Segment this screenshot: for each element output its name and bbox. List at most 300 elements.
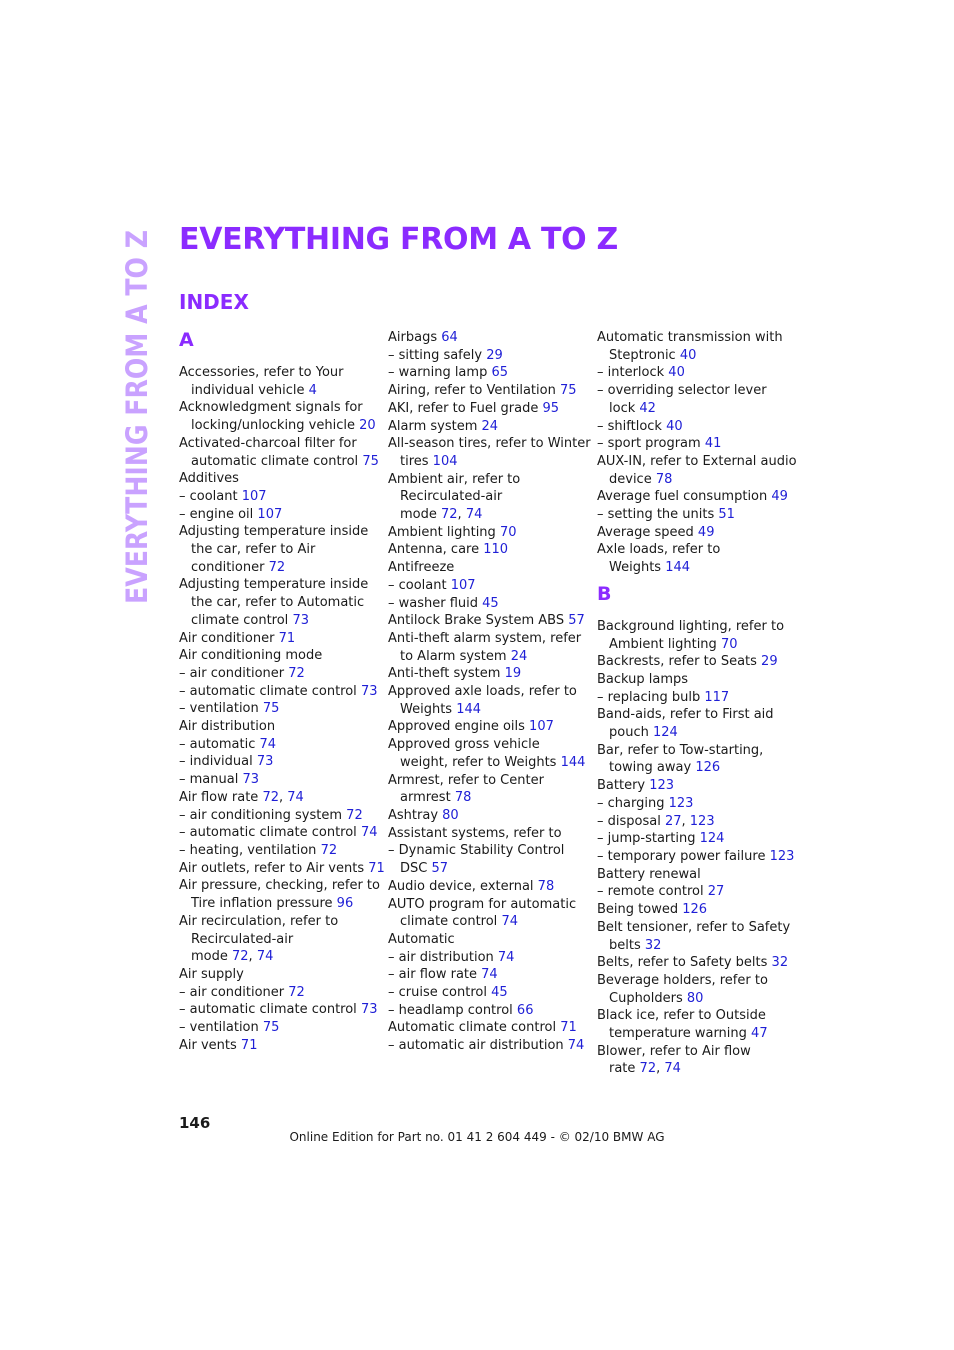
index-entry-continuation: [597, 471, 797, 489]
index-entry: [597, 883, 797, 901]
index-entry-text: Tire inflation pressure: [191, 896, 337, 912]
index-entry-text: – automatic air distribution: [388, 1038, 568, 1054]
index-entry: [179, 1037, 379, 1055]
index-entry-text: Bar, refer to Tow-starting,: [597, 742, 764, 758]
page-reference-link[interactable]: 24: [510, 648, 528, 664]
index-entry-line: [388, 400, 588, 418]
index-entry-continuation: [597, 724, 797, 742]
index-entry: [388, 772, 588, 807]
index-entry-line: [179, 488, 379, 506]
index-entry-line: [388, 630, 588, 648]
index-entry-line: [388, 772, 588, 790]
index-entry-line: [388, 665, 588, 683]
page-reference-link[interactable]: 57: [568, 613, 585, 629]
index-entry-text: Belt tensioner, refer to Safety: [597, 919, 791, 935]
index-entry: [597, 1007, 797, 1042]
index-entry-line: [597, 524, 797, 542]
index-entry-line: [597, 364, 797, 382]
index-entry-line: [388, 736, 588, 754]
page-reference-link[interactable]: 124: [699, 831, 725, 847]
index-entry-text: – automatic climate control: [179, 683, 361, 699]
index-entry: [388, 541, 588, 559]
index-entry-text: – setting the units: [597, 507, 719, 523]
index-entry: [179, 665, 379, 683]
index-entry-continuation: [597, 400, 797, 418]
page-reference-link[interactable]: 95: [542, 400, 560, 416]
index-entry: [179, 683, 379, 701]
index-entry-line: [388, 418, 588, 436]
index-entry: [179, 1019, 379, 1037]
index-entry-text: rate: [609, 1061, 640, 1077]
index-entry-text: AUTO program for automatic: [388, 896, 577, 912]
index-entry-line: [179, 736, 379, 754]
index-entry: [179, 576, 379, 629]
index-entry-continuation: [179, 417, 379, 435]
index-entry: [179, 700, 379, 718]
index-entry-text: – ventilation: [179, 1020, 263, 1036]
page-reference-link[interactable]: 73: [242, 772, 259, 788]
page-reference-link[interactable]: 107: [450, 577, 476, 593]
page-reference-link[interactable]: 123: [689, 813, 715, 829]
index-entry-text: ,: [656, 1061, 665, 1077]
index-entry-line: [388, 807, 588, 825]
index-entry-text: armrest: [400, 790, 455, 806]
index-entry-text: Air distribution: [179, 719, 276, 735]
index-entry-text: Anti-theft system: [388, 666, 505, 682]
page-reference-link[interactable]: 72: [232, 949, 249, 965]
page-reference-link[interactable]: 73: [360, 1002, 378, 1018]
index-entry-line: [388, 896, 588, 914]
index-entry-line: [179, 807, 379, 825]
index-entry-text: Backrests, refer to Seats: [597, 654, 762, 670]
page-reference-link[interactable]: 78: [655, 471, 673, 487]
index-entry: [179, 807, 379, 825]
index-entry-line: [597, 418, 797, 436]
index-entry-line: [597, 689, 797, 707]
index-entry-text: the car, refer to Automatic: [191, 595, 365, 611]
index-entry-text: – engine oil: [179, 506, 258, 522]
index-entry-line: [388, 471, 588, 489]
page-reference-link[interactable]: 72: [639, 1061, 657, 1077]
page-reference-link[interactable]: 65: [491, 365, 508, 381]
page-reference-link[interactable]: 70: [720, 636, 738, 652]
page-reference-link[interactable]: 78: [454, 790, 472, 806]
page-reference-link[interactable]: 29: [486, 347, 503, 363]
index-entry: [597, 418, 797, 436]
page-reference-link[interactable]: 57: [431, 861, 449, 877]
index-entry: [179, 1001, 379, 1019]
index-entry-line: [388, 949, 588, 967]
index-entry-line: [179, 364, 379, 382]
page-reference-link[interactable]: 32: [771, 955, 789, 971]
index-entry-text: – interlock: [597, 365, 669, 381]
index-entry-continuation: [179, 948, 379, 966]
page-reference-link[interactable]: 24: [481, 418, 499, 434]
index-entry: [597, 919, 797, 954]
index-entry-line: [597, 919, 797, 937]
index-entry: [179, 630, 379, 648]
index-entry: [179, 984, 379, 1002]
index-entry-line: [179, 842, 379, 860]
page-reference-link[interactable]: 72: [288, 665, 305, 681]
index-entry-text: – shiftlock: [597, 418, 667, 434]
page-reference-link[interactable]: 71: [278, 630, 296, 646]
page-reference-link[interactable]: 27: [664, 813, 682, 829]
index-entry-continuation: [179, 559, 379, 577]
index-entry-text: Weights: [400, 701, 457, 717]
page-reference-link[interactable]: 45: [491, 985, 508, 1001]
index-entry-text: Air flow rate: [179, 789, 263, 805]
page-reference-link[interactable]: 49: [697, 524, 715, 540]
index-entry-text: Automatic: [388, 931, 455, 947]
index-entry-line: [179, 771, 379, 789]
page-reference-link[interactable]: 110: [483, 542, 509, 558]
index-entry: [179, 753, 379, 771]
index-entry-text: – warning lamp: [388, 365, 492, 381]
index-entry: [179, 506, 379, 524]
index-entry-line: [179, 647, 379, 665]
page-reference-link[interactable]: 27: [707, 884, 725, 900]
page-reference-link[interactable]: 144: [560, 754, 586, 770]
index-entry-line: [179, 683, 379, 701]
page-reference-link[interactable]: 29: [761, 654, 778, 670]
index-entry-continuation: [179, 453, 379, 471]
page-reference-link[interactable]: 107: [529, 719, 554, 735]
index-entry-line: [597, 830, 797, 848]
index-entry-continuation: [388, 754, 588, 772]
index-entry: [388, 1019, 588, 1037]
index-entry-line: [597, 866, 797, 884]
index-entry-text: – air conditioner: [179, 984, 289, 1000]
page-reference-link[interactable]: 126: [695, 760, 721, 776]
index-entry-continuation: [597, 937, 797, 955]
page-reference-link[interactable]: 64: [441, 330, 458, 345]
index-entry-text: tires: [400, 453, 433, 469]
index-entry: [179, 842, 379, 860]
page-reference-link[interactable]: 45: [482, 595, 499, 611]
index-entry-line: [597, 653, 797, 671]
index-entry-line: [388, 825, 588, 843]
index-entry-line: [179, 1037, 379, 1055]
page-reference-link[interactable]: 51: [718, 507, 735, 523]
index-entry-line: [597, 777, 797, 795]
index-entry-text: the car, refer to Air: [191, 542, 316, 558]
index-entry: [597, 435, 797, 453]
page-reference-link[interactable]: 71: [560, 1020, 577, 1036]
page-reference-link[interactable]: 72: [320, 842, 338, 858]
index-entry-line: [597, 706, 797, 724]
page-reference-link[interactable]: 74: [501, 914, 518, 930]
page-reference-link[interactable]: 19: [504, 666, 522, 682]
page-reference-link[interactable]: 123: [769, 848, 795, 864]
index-entry-line: [388, 541, 588, 559]
index-entry: [388, 665, 588, 683]
index-entry-line: [179, 718, 379, 736]
index-entry-text: Air recirculation, refer to: [179, 913, 339, 929]
page-reference-link[interactable]: 66: [516, 1002, 534, 1018]
page-reference-link[interactable]: 107: [257, 506, 283, 522]
index-entry: [388, 1002, 588, 1020]
index-entry-text: – washer fluid: [388, 595, 483, 611]
index-entry-line: [597, 382, 797, 400]
page-reference-link[interactable]: 75: [559, 383, 577, 399]
page-reference-link[interactable]: 42: [639, 400, 656, 416]
index-entry-line: [388, 382, 588, 400]
index-entry-continuation: [597, 990, 797, 1008]
index-entry-text: pouch: [609, 725, 653, 741]
index-entry-text: Black ice, refer to Outside: [597, 1008, 766, 1024]
index-entry: [597, 541, 797, 576]
index-entry-line: [388, 1037, 588, 1055]
index-entry-text: locking/unlocking vehicle: [191, 418, 360, 434]
index-entry: [597, 866, 797, 884]
index-entry-text: Steptronic: [609, 347, 680, 363]
page-reference-link[interactable]: 72: [441, 507, 458, 523]
index-entry: [388, 984, 588, 1002]
index-entry: [179, 966, 379, 984]
index-column-2: [388, 329, 591, 1055]
index-entry: [179, 789, 379, 807]
page-reference-link[interactable]: 74: [567, 1038, 585, 1054]
index-entry-text: lock: [609, 400, 640, 416]
index-entry-text: – automatic climate control: [179, 1002, 361, 1018]
index-entry-text: DSC: [400, 861, 432, 877]
index-entry: [179, 860, 385, 878]
index-entry-text: Antenna, care: [388, 542, 484, 558]
page-reference-link[interactable]: 117: [704, 689, 730, 705]
index-entry-continuation: [179, 612, 379, 630]
index-entry-continuation: [597, 636, 797, 654]
index-entry-line: [179, 789, 379, 807]
page-reference-link[interactable]: 72: [346, 807, 363, 823]
index-entry-line: [388, 718, 588, 736]
page-reference-link[interactable]: 75: [262, 701, 280, 717]
index-entry-text: Adjusting temperature inside: [179, 577, 369, 593]
index-entry-line: [597, 453, 797, 471]
index-entry-text: – temporary power failure: [597, 848, 770, 864]
index-entry: [597, 689, 797, 707]
index-entry-continuation: [179, 895, 379, 913]
index-entry-continuation: [179, 594, 379, 612]
index-entry-line: [388, 595, 588, 613]
page-reference-link[interactable]: 74: [259, 736, 277, 752]
index-entry: [179, 470, 379, 488]
index-entry: [388, 683, 588, 718]
index-entry-text: conditioner: [191, 559, 269, 575]
page-reference-link[interactable]: 74: [481, 967, 498, 983]
page-number: 146: [179, 1114, 211, 1132]
index-entry-text: – air conditioning system: [179, 807, 347, 823]
page-reference-link[interactable]: 72: [268, 559, 286, 575]
index-entry-text: Accessories, refer to Your: [179, 365, 344, 380]
index-entry: [388, 949, 588, 967]
page-reference-link[interactable]: 40: [679, 347, 697, 363]
page-reference-link[interactable]: 47: [751, 1026, 768, 1042]
page-reference-link[interactable]: 123: [668, 795, 694, 811]
page-reference-link[interactable]: 74: [256, 949, 274, 965]
index-entry-continuation: [597, 759, 797, 777]
index-entry-line: [388, 966, 588, 984]
index-entry-line: [597, 848, 797, 866]
page-reference-link[interactable]: 71: [368, 860, 385, 876]
index-entry: [179, 488, 379, 506]
index-entry-text: Air conditioner: [179, 630, 279, 646]
index-entry-text: Ashtray: [388, 807, 443, 823]
index-entry-line: [597, 541, 797, 559]
index-entry-line: [179, 576, 379, 594]
index-entry-text: Air outlets, refer to Air vents: [179, 860, 369, 876]
index-entry-text: ,: [278, 789, 288, 805]
index-entry-text: – sport program: [597, 436, 705, 452]
index-entry-line: [179, 1019, 379, 1037]
index-entry-text: – Dynamic Stability Control: [388, 843, 565, 859]
index-entry: [597, 653, 797, 671]
page-reference-link[interactable]: 74: [664, 1061, 681, 1077]
index-entry-continuation: [388, 860, 588, 878]
page-reference-link[interactable]: 80: [442, 807, 459, 823]
page-reference-link[interactable]: 74: [360, 825, 378, 841]
page-reference-link[interactable]: 74: [465, 507, 483, 523]
page-reference-link[interactable]: 107: [241, 488, 267, 504]
index-entry-text: Air pressure, checking, refer to: [179, 878, 380, 894]
index-entry-text: – air distribution: [388, 949, 498, 965]
page-reference-link[interactable]: 73: [256, 754, 274, 770]
index-entry-line: [597, 618, 797, 636]
index-entry: [388, 347, 588, 365]
index-entry-line: [597, 954, 797, 972]
index-entry: [388, 966, 588, 984]
index-entry-text: AUX-IN, refer to External audio: [597, 453, 797, 469]
index-entry: [388, 931, 588, 949]
index-entry-text: Weights: [609, 560, 666, 576]
index-entry-text: Axle loads, refer to: [597, 542, 721, 558]
index-entry-text: Cupholders: [609, 990, 687, 1006]
index-entry-text: Automatic transmission with: [597, 330, 783, 345]
index-entry-line: [388, 683, 588, 701]
index-entry-line: [179, 665, 379, 683]
index-entry-text: Being towed: [597, 902, 683, 918]
index-entry-line: [597, 742, 797, 760]
index-entry-text: Recirculated-air: [400, 489, 503, 505]
page-reference-link[interactable]: 71: [240, 1037, 258, 1053]
index-entry-text: Ambient air, refer to: [388, 471, 521, 487]
page-reference-link[interactable]: 41: [704, 436, 722, 452]
index-entry-text: Air supply: [179, 966, 244, 982]
index-entry-text: Average speed: [597, 524, 698, 540]
index-entry: [597, 382, 797, 417]
side-tab-text: Everything from A to Z: [120, 173, 154, 604]
index-entry-text: Automatic climate control: [388, 1020, 561, 1036]
index-entry-text: Air vents: [179, 1037, 241, 1053]
index-entry: [597, 706, 797, 741]
index-entry-text: – heating, ventilation: [179, 842, 321, 858]
index-entry-line: [388, 1002, 588, 1020]
page-reference-link[interactable]: 80: [686, 990, 704, 1006]
index-entry: [597, 813, 797, 831]
index-entry-line: [179, 966, 379, 984]
index-entry: [597, 972, 797, 1007]
index-entry: [388, 435, 591, 470]
page-reference-link[interactable]: 32: [644, 937, 662, 953]
index-entry-text: Activated-charcoal filter for: [179, 435, 357, 451]
index-entry-text: – individual: [179, 754, 257, 770]
page-reference-link[interactable]: 75: [362, 453, 379, 469]
page-reference-link[interactable]: 75: [262, 1020, 280, 1036]
index-entry: [597, 830, 797, 848]
page-reference-link[interactable]: 126: [682, 902, 708, 918]
index-entry-text: Band-aids, refer to First aid: [597, 707, 774, 723]
index-entry-text: – sitting safely: [388, 347, 487, 363]
index-entry: [597, 329, 797, 364]
index-entry-text: ,: [681, 813, 690, 829]
index-entry-line: [388, 984, 588, 1002]
index-entry: [388, 718, 588, 736]
page-reference-link[interactable]: 20: [359, 418, 376, 434]
page-reference-link[interactable]: 104: [432, 453, 458, 469]
index-entry-line: [179, 700, 379, 718]
page-reference-link[interactable]: 73: [292, 612, 309, 628]
index-entry-continuation: [388, 701, 588, 719]
page-reference-link[interactable]: 4: [308, 382, 317, 398]
index-entry: [388, 1037, 588, 1055]
index-entry-line: [597, 972, 797, 990]
index-entry-text: – jump-starting: [597, 831, 700, 847]
page-reference-link[interactable]: 123: [649, 778, 675, 794]
index-entry-line: [597, 1043, 797, 1061]
index-entry-line: [388, 842, 588, 860]
index-entry: [388, 577, 588, 595]
index-entry-line: [388, 329, 588, 347]
page-reference-link[interactable]: 78: [537, 878, 555, 894]
index-entry-text: Assistant systems, refer to: [388, 825, 562, 841]
page-reference-link[interactable]: 144: [456, 701, 482, 717]
page-reference-link[interactable]: 74: [287, 789, 304, 805]
index-entry-text: – manual: [179, 772, 243, 788]
index-entry-line: [388, 878, 588, 896]
index-entry-text: Blower, refer to Air flow: [597, 1043, 751, 1059]
page-reference-link[interactable]: 72: [288, 984, 305, 1000]
index-entry-text: mode: [191, 949, 232, 965]
page-reference-link[interactable]: 40: [666, 418, 683, 434]
page-reference-link[interactable]: 74: [497, 949, 515, 965]
page-reference-link[interactable]: 96: [336, 896, 354, 912]
index-entry: [597, 777, 797, 795]
page-reference-link[interactable]: 70: [499, 524, 517, 540]
index-entry-line: [179, 824, 379, 842]
index-entry: [597, 488, 797, 506]
index-entry-text: AKI, refer to Fuel grade: [388, 400, 543, 416]
page-reference-link[interactable]: 73: [360, 683, 378, 699]
index-entry-text: Armrest, refer to Center: [388, 772, 544, 788]
index-entry: [388, 524, 588, 542]
page-reference-link[interactable]: 40: [668, 365, 685, 381]
index-entry-continuation: [388, 488, 588, 506]
page-reference-link[interactable]: 72: [262, 789, 279, 805]
index-entry: [597, 364, 797, 382]
index-entry-text: – coolant: [388, 577, 451, 593]
index-entry: [597, 1043, 797, 1078]
page-reference-link[interactable]: 124: [652, 725, 678, 741]
index-entry-text: – ventilation: [179, 701, 263, 717]
index-entry-continuation: [597, 559, 797, 577]
index-entry-text: Ambient lighting: [388, 524, 500, 540]
index-entry: [388, 842, 588, 877]
index-entry-line: [179, 860, 385, 878]
index-entry-text: Audio device, external: [388, 878, 538, 894]
page-reference-link[interactable]: 144: [665, 560, 691, 576]
index-entry-text: Battery: [597, 778, 650, 794]
page-reference-link[interactable]: 49: [771, 489, 788, 505]
